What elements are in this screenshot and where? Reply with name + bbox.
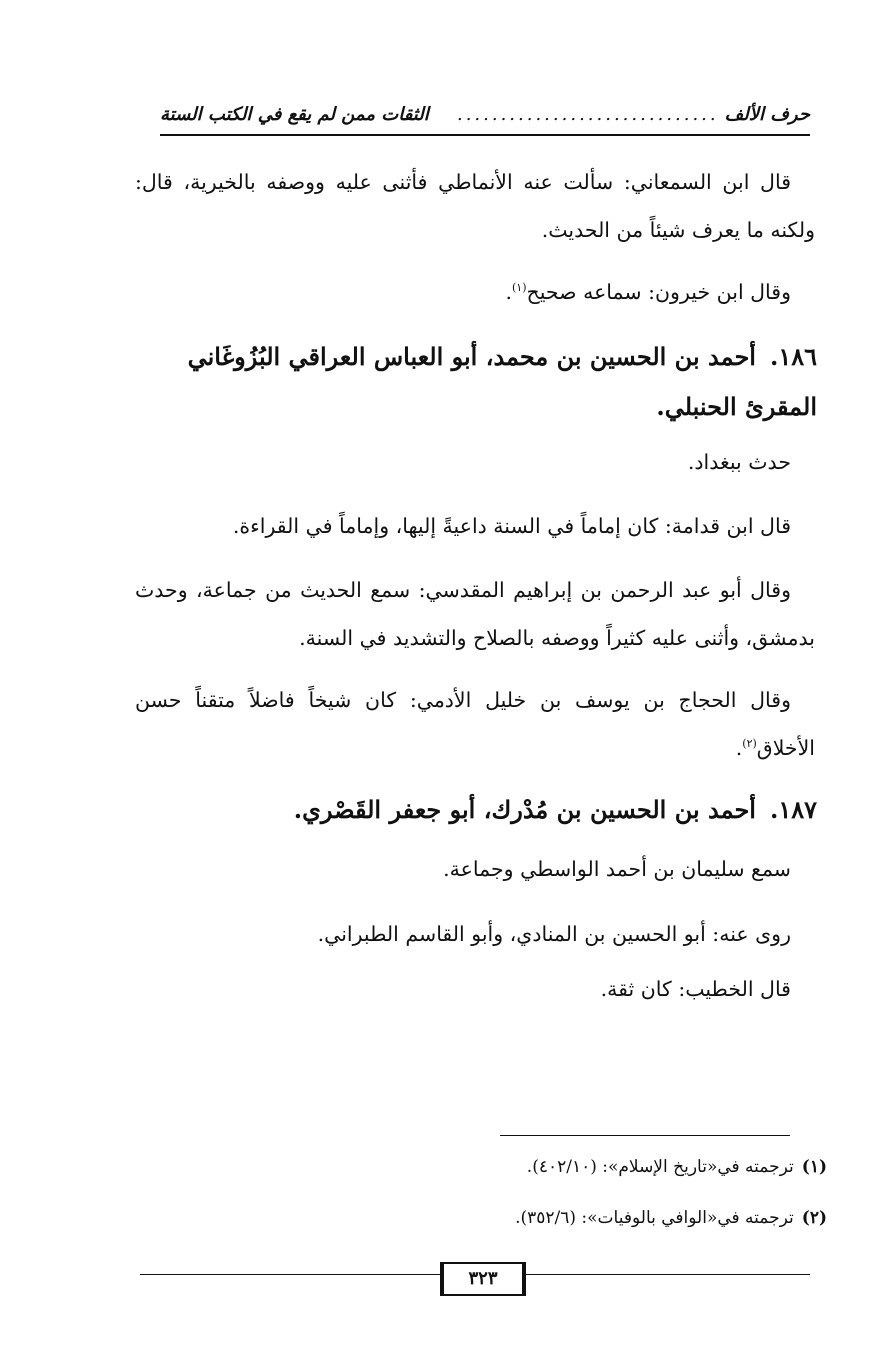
paragraph-ibn-samani bbox=[135, 158, 815, 254]
footnote-separator bbox=[500, 1135, 790, 1136]
page-number: ٣٢٣ bbox=[440, 1262, 526, 1296]
paragraph-khatib bbox=[135, 965, 815, 1013]
paragraph-end-mark: . bbox=[735, 736, 743, 760]
footnote-ref-2: (٢) bbox=[742, 737, 757, 751]
entry-187 bbox=[137, 785, 817, 835]
entry-heading: أحمد بن الحسين بن محمد، أبو العباس العراقي البُزُوغَاني المقرئ الحنبلي. bbox=[187, 342, 817, 421]
footnote-text: ترجمته في«تاريخ الإسلام»: (٤٠٢/١٠). bbox=[526, 1157, 794, 1177]
header-chapter-title: حرف الألف bbox=[724, 104, 810, 125]
header-book-title: الثقات ممن لم يقع في الكتب الستة bbox=[160, 104, 429, 125]
paragraph-text: قال الخطيب: كان ثقة. bbox=[600, 977, 791, 1001]
page-footer bbox=[140, 1262, 810, 1302]
paragraph-ibn-khairun bbox=[135, 268, 815, 316]
paragraph-text: روى عنه: أبو الحسين بن المنادي، وأبو القاسم الطبراني. bbox=[317, 922, 791, 946]
footnote-ref-1: (١) bbox=[511, 281, 527, 295]
entry-number: ١٨٦. bbox=[769, 342, 817, 371]
paragraph-text: وقال ابن خيرون: سماعه صحيح bbox=[526, 280, 791, 304]
footnote-number: (١) bbox=[801, 1157, 827, 1177]
entry-heading: أحمد بن الحسين بن مُدْرك، أبو جعفر القَصْري. bbox=[293, 795, 756, 824]
paragraph-adami bbox=[135, 676, 815, 772]
paragraph-text: قال ابن السمعاني: سألت عنه الأنماطي فأثنى عليه ووصفه بالخيرية، قال: ولكنه ما يعرف شيئاً من الحديث. bbox=[135, 170, 815, 242]
paragraph-text: حدث ببغداد. bbox=[687, 450, 791, 474]
footnote-number: (٢) bbox=[801, 1208, 827, 1228]
footnote-text: ترجمته في«الوافي بالوفيات»: (٣٥٢/٦). bbox=[515, 1208, 794, 1228]
paragraph-heard-from bbox=[135, 845, 815, 893]
paragraph-end-mark: . bbox=[505, 280, 512, 304]
footnote-1 bbox=[127, 1152, 827, 1182]
paragraph-ibn-qudama bbox=[135, 502, 815, 550]
header-leader-dots: .............................. bbox=[456, 104, 719, 125]
footnote-2 bbox=[127, 1203, 827, 1233]
entry-number: ١٨٧. bbox=[769, 795, 817, 824]
entry-186 bbox=[137, 332, 817, 432]
paragraph-baghdad bbox=[135, 438, 815, 486]
paragraph-text: وقال أبو عبد الرحمن بن إبراهيم المقدسي: سمع الحديث من جماعة، وحدث بدمشق، وأثنى عليه كثيراً ووصفه بالصلاح والتشديد في السنة. bbox=[135, 578, 815, 650]
paragraph-text: وقال الحجاج بن يوسف بن خليل الأدمي: كان شيخاً فاضلاً متقناً حسن الأخلاق bbox=[135, 688, 815, 760]
paragraph-text: سمع سليمان بن أحمد الواسطي وجماعة. bbox=[443, 857, 791, 881]
paragraph-text: قال ابن قدامة: كان إماماً في السنة داعيةً إليها، وإماماً في القراءة. bbox=[232, 514, 791, 538]
running-header bbox=[160, 100, 810, 136]
paragraph-narrated-by bbox=[135, 910, 815, 958]
paragraph-maqdisi bbox=[135, 566, 815, 662]
